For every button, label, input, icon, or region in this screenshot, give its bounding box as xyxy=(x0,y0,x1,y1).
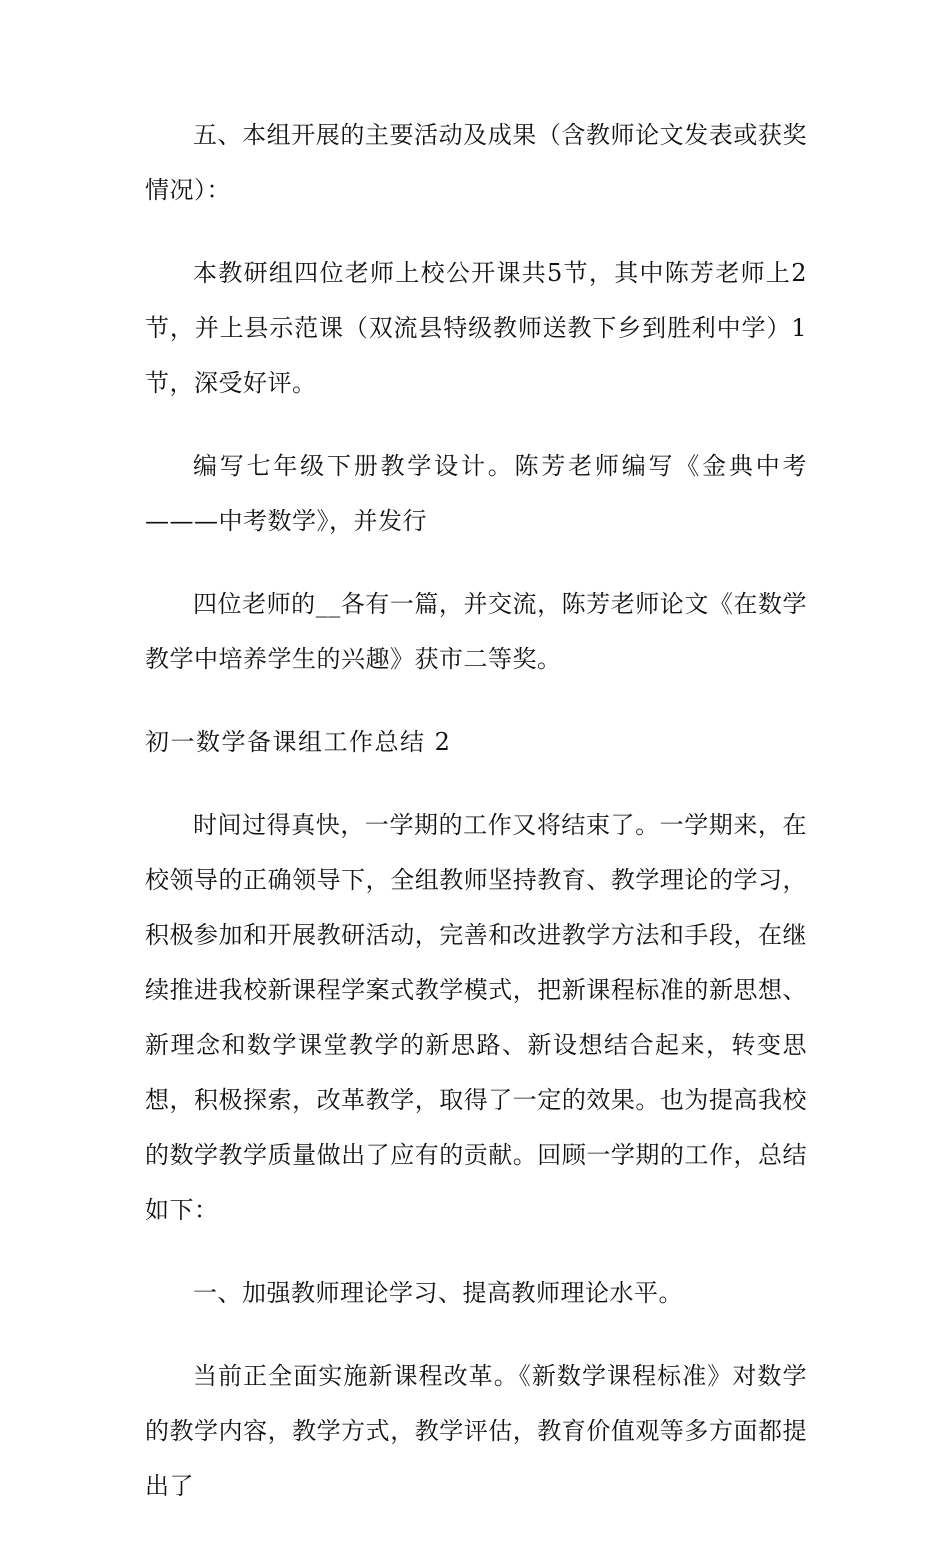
paragraph-activities-title: 五、本组开展的主要活动及成果（含教师论文发表或获奖情况）： xyxy=(145,121,807,204)
paragraph-teaching-design: 编写七年级下册教学设计。陈芳老师编写《金典中考———中考数学》，并发行 xyxy=(145,452,807,535)
paragraph-curriculum-reform: 当前正全面实施新课程改革。《新数学课程标准》对数学的教学内容，教学方式，教学评估，教育价值观等多方面都提出了 xyxy=(145,1362,807,1500)
paragraph-open-classes: 本教研组四位老师上校公开课共5节，其中陈芳老师上2节，并上县示范课（双流县特级教师送教下乡到胜利中学）1节，深受好评。 xyxy=(145,259,807,397)
paragraph-summary-intro: 时间过得真快，一学期的工作又将结束了。一学期来，在校领导的正确领导下，全组教师坚持教育、教学理论的学习，积极参加和开展教研活动，完善和改进教学方法和手段，在继续推进我校新课程学案式教学模式，把新课程标准的新思想、新理念和数学课堂教学的新思路、新设想结合起来，转变思想，积极探索，改革教学，取得了一定的效果。也为提高我校的数学教学质量做出了应有的贡献。回顾一学期的工作，总结如下： xyxy=(145,811,807,1224)
paragraph-papers: 四位老师的__各有一篇，并交流，陈芳老师论文《在数学教学中培养学生的兴趣》获市二等奖。 xyxy=(145,590,807,673)
document-page xyxy=(145,108,807,1542)
paragraph-point-one: 一、加强教师理论学习、提高教师理论水平。 xyxy=(193,1279,683,1307)
section-heading: 初一数学备课组工作总结 2 xyxy=(145,728,452,756)
